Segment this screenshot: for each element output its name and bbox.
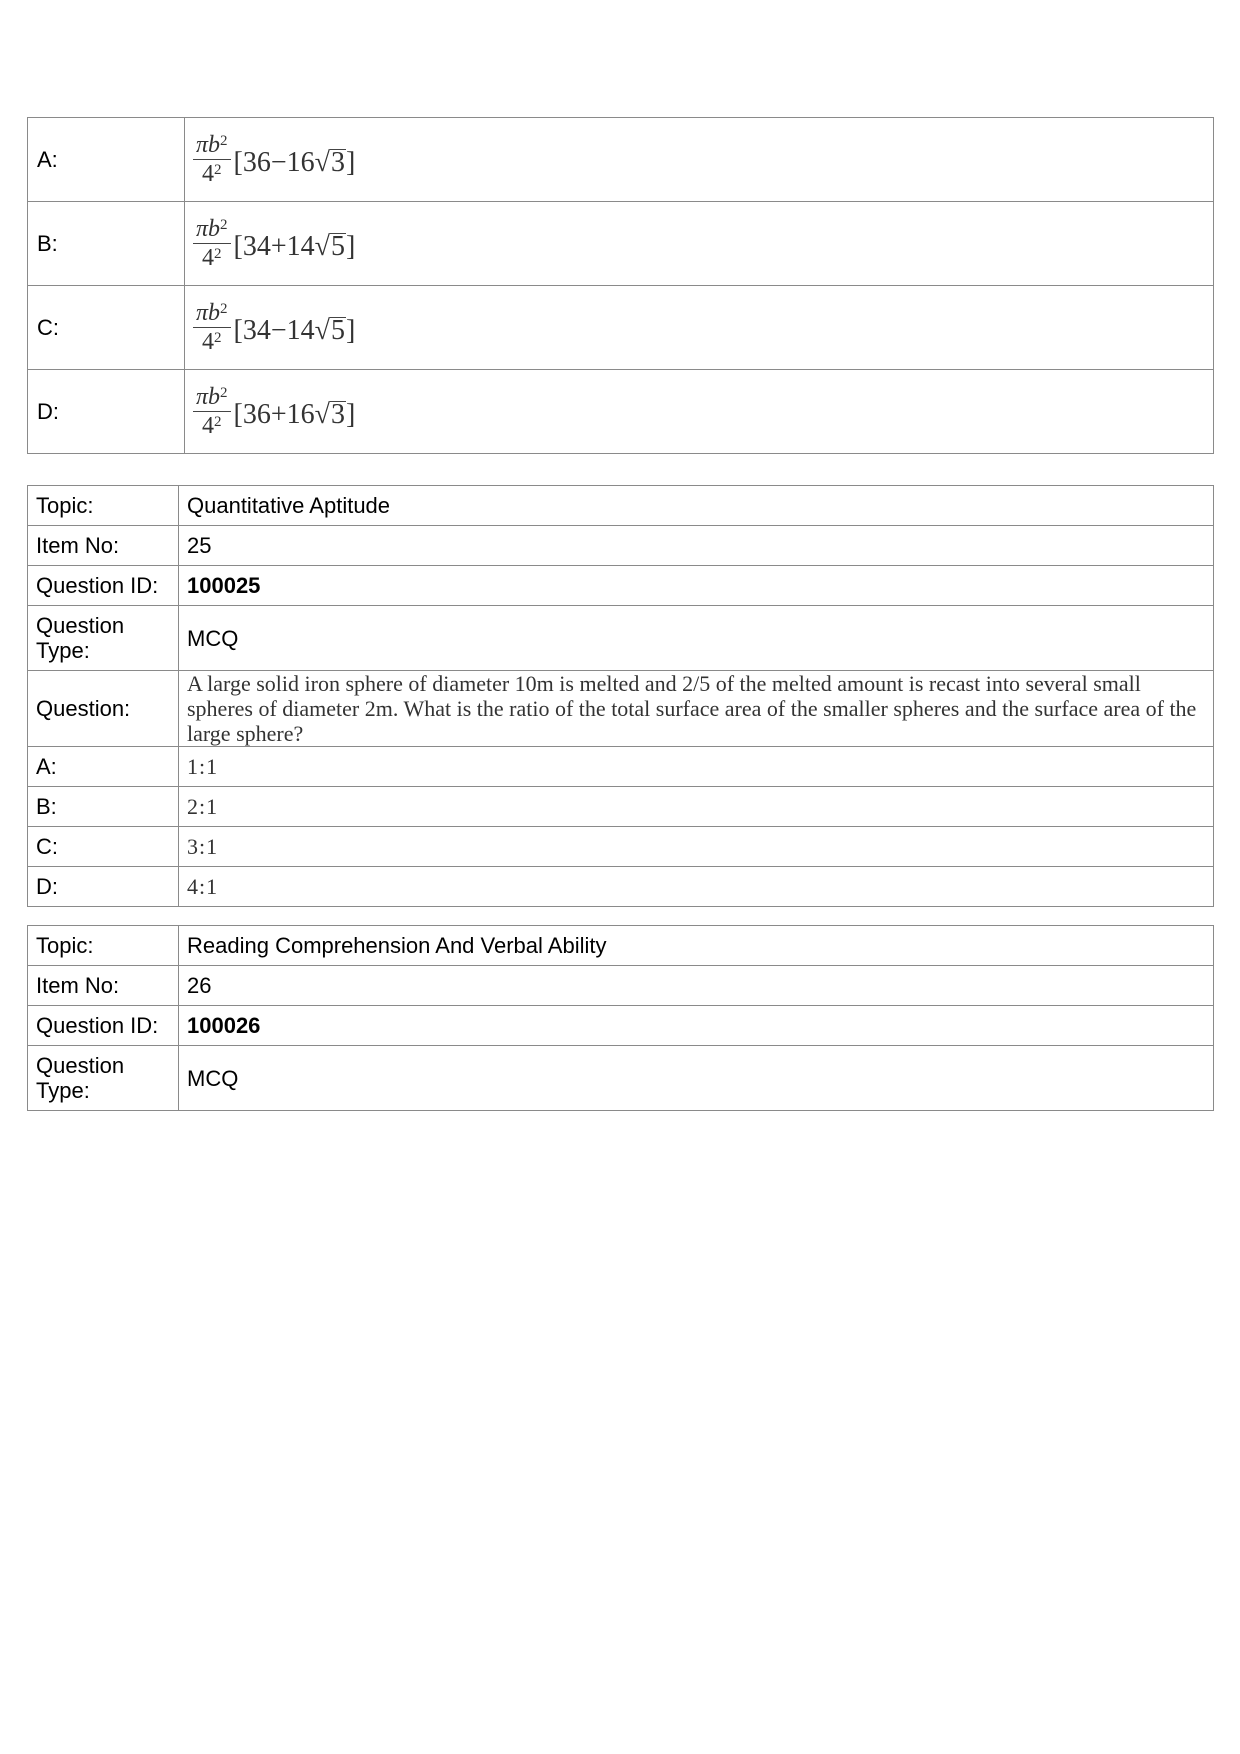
option-formula-cell: [185, 286, 1214, 370]
denominator-base: 4: [202, 245, 215, 272]
option-row-d: [28, 867, 1214, 907]
numerator-base: πb: [196, 383, 221, 410]
question-table-25: [27, 485, 1214, 907]
option-row-a: [28, 747, 1214, 787]
question-label: Question:: [28, 671, 179, 747]
fraction: [193, 215, 231, 273]
operator: +: [270, 230, 287, 262]
fraction: [193, 131, 231, 189]
topic-label: Topic:: [28, 926, 179, 966]
option-label: A:: [28, 747, 179, 787]
question-id-label: Question ID:: [28, 566, 179, 606]
question-id-value: 100025: [179, 566, 1214, 606]
denominator-base: 4: [202, 413, 215, 440]
denominator-base: 4: [202, 161, 215, 188]
option-row-b: [28, 787, 1214, 827]
numerator-exponent: 2: [220, 300, 228, 317]
option-value: 3:1: [179, 827, 1214, 867]
option-label: B:: [28, 787, 179, 827]
option-label: B:: [28, 202, 185, 286]
option-formula-cell: [185, 118, 1214, 202]
fraction: [193, 383, 231, 441]
options-table-previous: [27, 117, 1214, 454]
question-id-value: 100026: [179, 1006, 1214, 1046]
option-value: 1:1: [179, 747, 1214, 787]
numerator-base: πb: [196, 131, 221, 158]
option-label: D:: [28, 370, 185, 454]
term-b: 14: [286, 230, 315, 262]
topic-row: [28, 486, 1214, 526]
question-type-value: MCQ: [179, 606, 1214, 671]
formula: [193, 215, 355, 273]
term-b: 14: [286, 314, 315, 346]
root-sign: √: [314, 314, 331, 346]
question-type-row: [28, 606, 1214, 671]
question-type-value: MCQ: [179, 1046, 1214, 1111]
term-a: 34: [242, 230, 271, 262]
formula: [193, 299, 355, 357]
question-id-label: Question ID:: [28, 1006, 179, 1046]
term-a: 36: [242, 146, 271, 178]
term-b: 16: [286, 146, 315, 178]
topic-row: [28, 926, 1214, 966]
denominator-exponent: 2: [214, 246, 222, 263]
question-table-26: [27, 925, 1214, 1111]
root-sign: √: [314, 398, 331, 430]
question-row: [28, 671, 1214, 747]
radicand: 3: [331, 146, 346, 178]
bracket-expression: [36−16√3]: [233, 146, 356, 178]
item-no-value: 25: [179, 526, 1214, 566]
denominator-exponent: 2: [214, 414, 222, 431]
radicand: 5: [331, 230, 346, 262]
option-row-c: [28, 827, 1214, 867]
numerator-exponent: 2: [220, 384, 228, 401]
denominator-exponent: 2: [214, 162, 222, 179]
option-row-c: [28, 286, 1214, 370]
term-b: 16: [286, 398, 315, 430]
root-sign: √: [314, 230, 331, 262]
item-no-row: [28, 526, 1214, 566]
topic-label: Topic:: [28, 486, 179, 526]
root-sign: √: [314, 146, 331, 178]
item-no-row: [28, 966, 1214, 1006]
topic-value: Reading Comprehension And Verbal Ability: [179, 926, 1214, 966]
bracket-expression: [34−14√5]: [233, 314, 356, 346]
operator: +: [270, 398, 287, 430]
option-row-d: [28, 370, 1214, 454]
radicand: 3: [331, 398, 346, 430]
denominator-base: 4: [202, 329, 215, 356]
formula: [193, 383, 355, 441]
question-id-row: [28, 566, 1214, 606]
option-formula-cell: [185, 202, 1214, 286]
bracket-expression: [36+16√3]: [233, 398, 356, 430]
question-type-label: Question Type:: [28, 1046, 179, 1111]
radicand: 5: [331, 314, 346, 346]
item-no-label: Item No:: [28, 966, 179, 1006]
option-label: D:: [28, 867, 179, 907]
question-type-row: [28, 1046, 1214, 1111]
item-no-value: 26: [179, 966, 1214, 1006]
term-a: 36: [242, 398, 271, 430]
option-row-a: [28, 118, 1214, 202]
option-label: C:: [28, 827, 179, 867]
option-label: A:: [28, 118, 185, 202]
bracket-expression: [34+14√5]: [233, 230, 356, 262]
operator: −: [270, 314, 287, 346]
numerator-base: πb: [196, 299, 221, 326]
option-value: 4:1: [179, 867, 1214, 907]
option-formula-cell: [185, 370, 1214, 454]
operator: −: [270, 146, 287, 178]
numerator-exponent: 2: [220, 216, 228, 233]
denominator-exponent: 2: [214, 330, 222, 347]
fraction: [193, 299, 231, 357]
option-label: C:: [28, 286, 185, 370]
term-a: 34: [242, 314, 271, 346]
option-value: 2:1: [179, 787, 1214, 827]
formula: [193, 131, 355, 189]
numerator-base: πb: [196, 215, 221, 242]
topic-value: Quantitative Aptitude: [179, 486, 1214, 526]
item-no-label: Item No:: [28, 526, 179, 566]
question-id-row: [28, 1006, 1214, 1046]
option-row-b: [28, 202, 1214, 286]
question-text: A large solid iron sphere of diameter 10m is melted and 2/5 of the melted amount is recast into several small spheres of diameter 2m. What is the ratio of the total surface area of the smaller spheres and the surface area of the large sphere?: [179, 671, 1214, 747]
question-type-label: Question Type:: [28, 606, 179, 671]
numerator-exponent: 2: [220, 132, 228, 149]
